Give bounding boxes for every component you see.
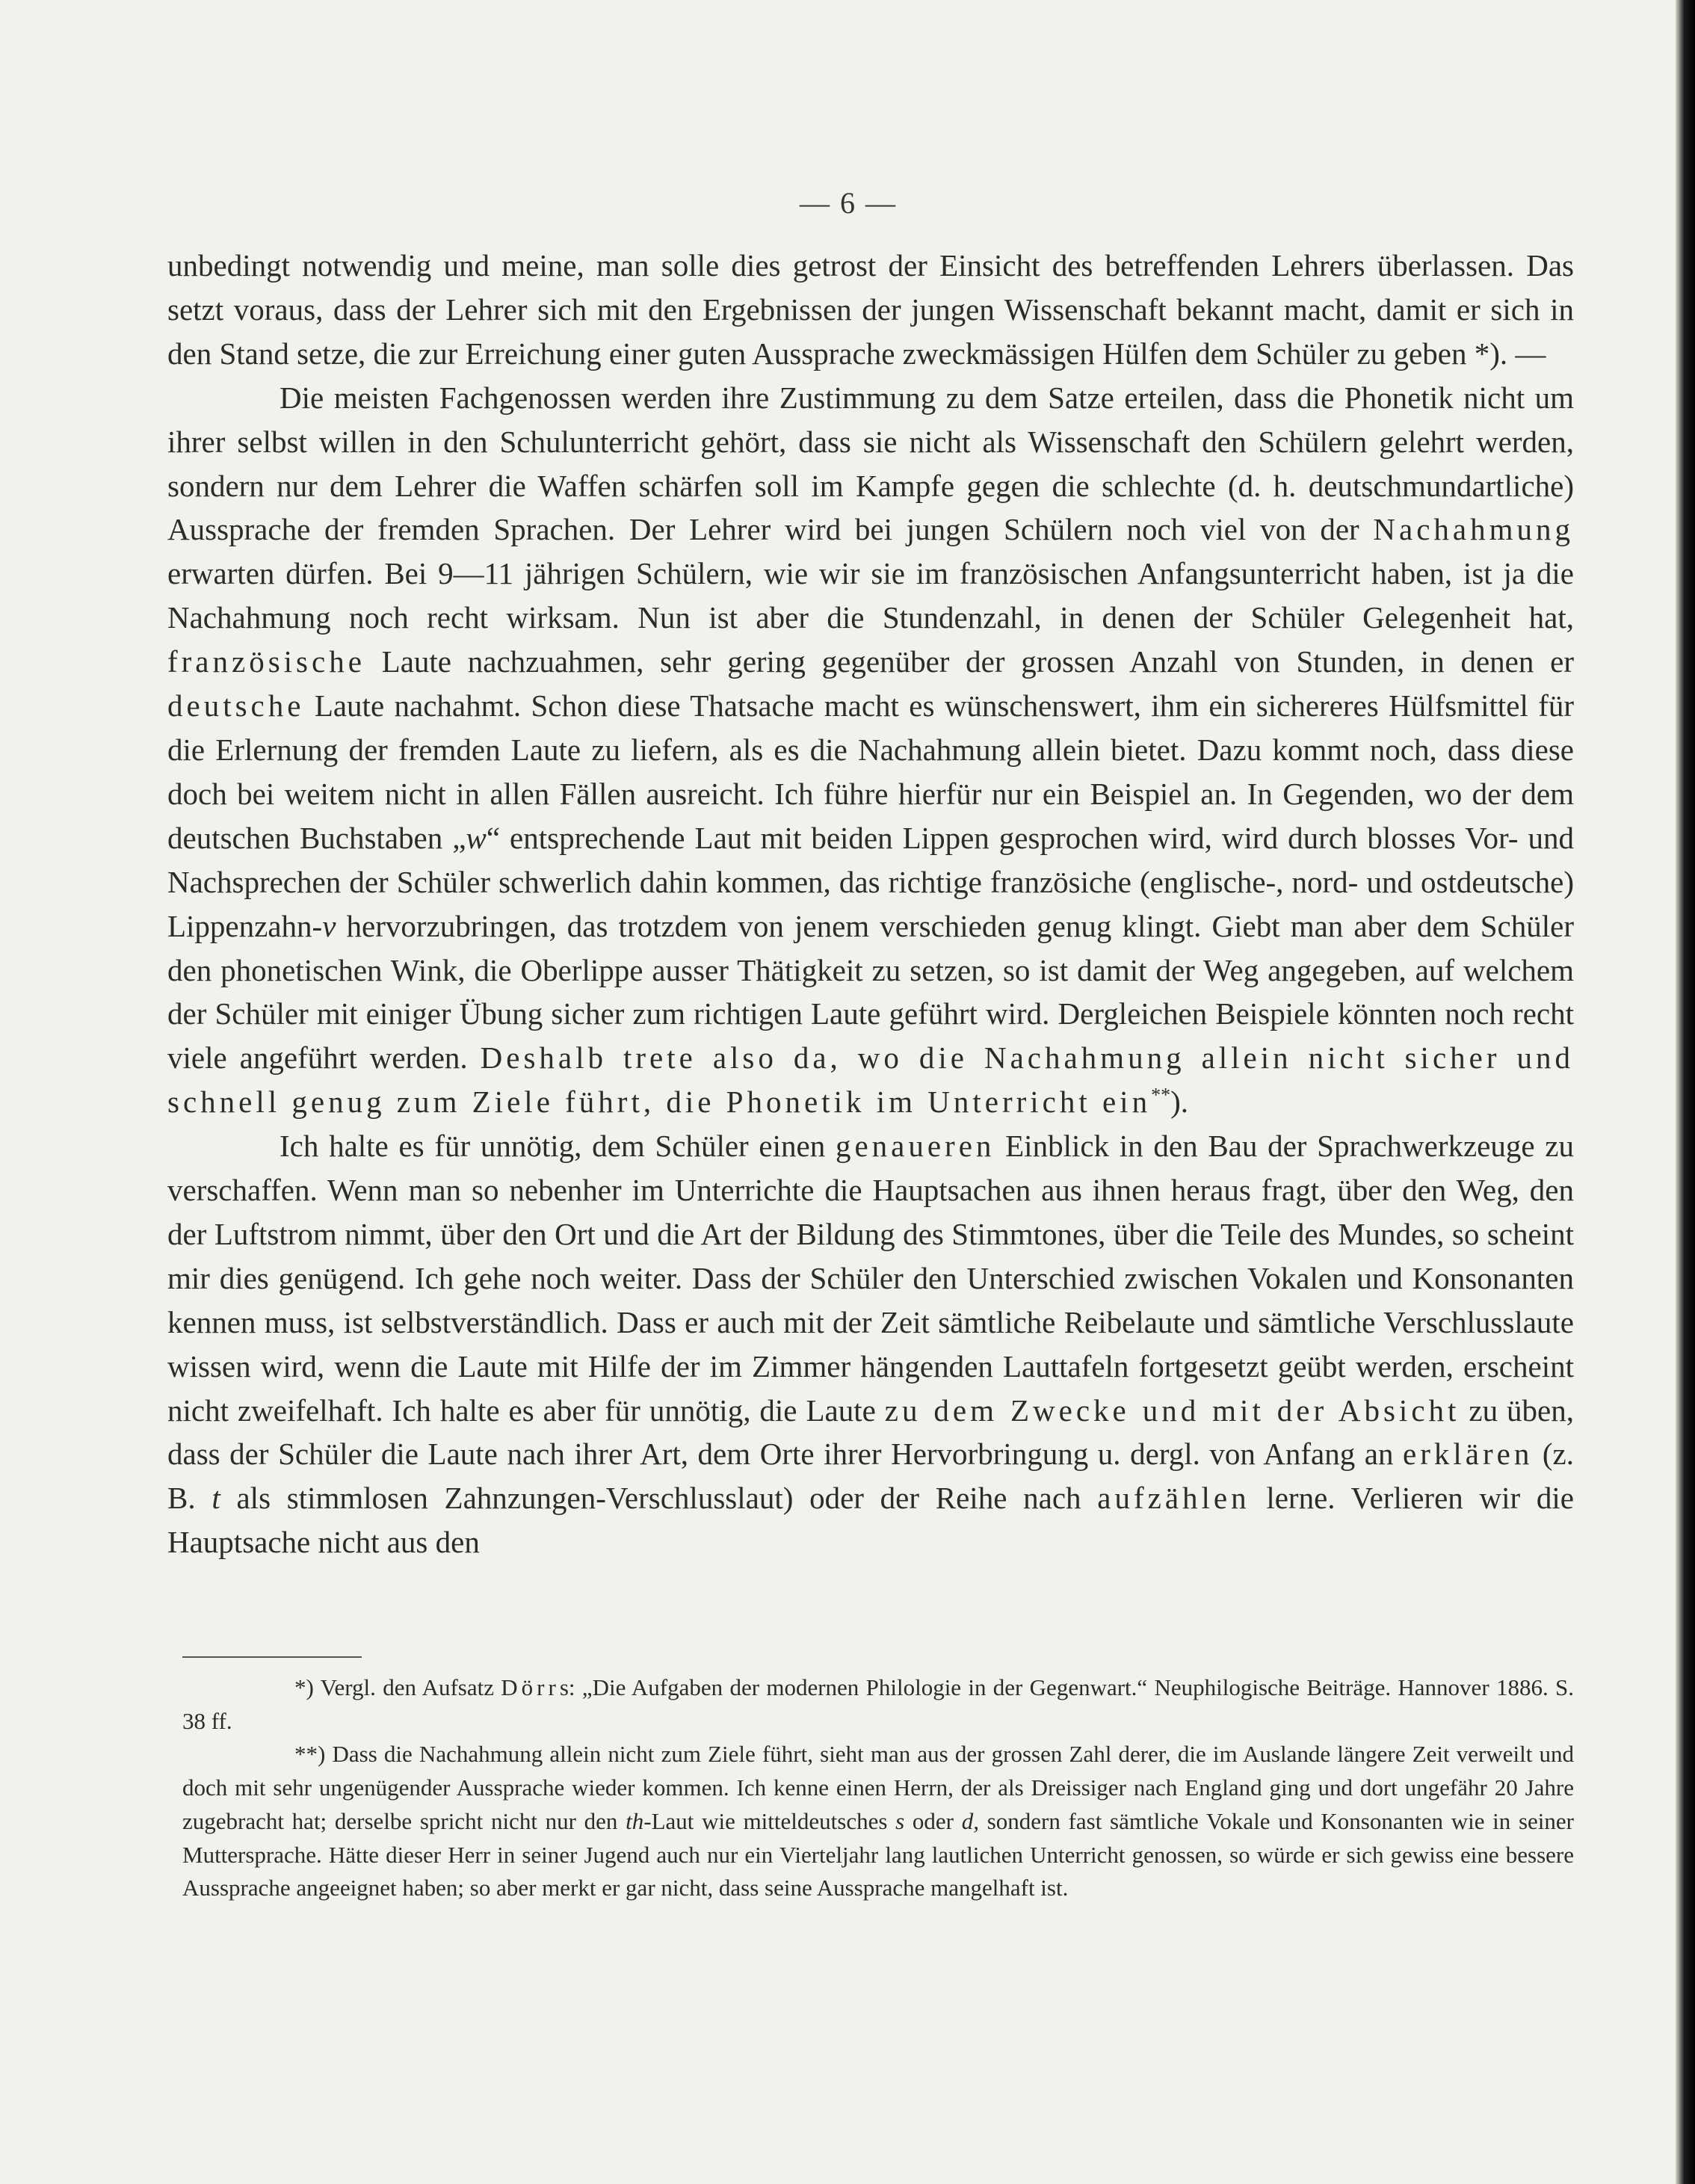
spaced-emphasis: französische [167, 644, 365, 679]
spaced-emphasis: genaueren [835, 1129, 995, 1164]
footnote-2: **) Dass die Nachahmung allein nicht zum Ziele führt, sieht man aus der grossen Zahl derer, die im Auslande längere Zeit verweilt und doch mit sehr ungenügender Aussprache wieder kommen. Ich kenne einen Herrn, der als Dreissiger nach England ging und dort ungefähr 20 Jahre zugebracht hat; derselbe spricht nicht nur den th-Laut wie mitteldeutsches s oder d, sondern fast sämtliche Vokale und Konsonanten wie in seiner Muttersprache. Hätte dieser Herr in seiner Jugend auch nur ein Vierteljahr lang lautlichen Unterricht genossen, so würde er sich gewiss eine bessere Aussprache angeeignet haben; so aber merkt er gar nicht, dass seine Aussprache mangelhaft ist. [182, 1741, 1575, 1901]
spaced-emphasis: deutsche [167, 688, 305, 724]
page-number: — 6 — [800, 186, 897, 220]
spaced-emphasis: zu dem Zwecke und mit der Absicht [884, 1392, 1460, 1428]
spaced-emphasis: aufzählen [1097, 1481, 1250, 1516]
body-text [167, 244, 1574, 1564]
footnote-1: *) Vergl. den Aufsatz Dörrs: „Die Aufgaben der modernen Philologie in der Gegenwart.“ Neuphilogische Beiträge. Hannover 1886. S. 38 ff. [182, 1674, 1574, 1734]
footnote-marker: ** [1151, 1084, 1171, 1106]
paragraph-3: Ich halte es für unnötig, dem Schüler einen genaueren Einblick in den Bau der Sprachwerkzeuge zu verschaffen. Wenn man so nebenher im Unterrichte die Hauptsachen aus ihnen heraus fragt, über den Weg, den der Luftstrom nimmt, über den Ort und die Art der Bildung des Stimmtones, über die Teile des Mundes, so scheint mir dies genügend. Ich gehe noch weiter. Dass der Schüler den Unterschied zwischen Vokalen und Konsonanten kennen muss, ist selbstverständlich. Dass er auch mit der Zeit sämtliche Reibelaute und sämtliche Verschlusslaute wissen wird, wenn die Laute mit Hilfe der im Zimmer hängenden Lauttafeln fortgesetzt geübt werden, erscheint nicht zweifelhaft. Ich halte es aber für unnötig, die Laute zu dem Zwecke und mit der Absicht zu üben, dass der Schüler die Laute nach ihrer Art, dem Orte ihrer Hervorbringung u. dergl. von Anfang an erklären (z. B. t als stimmlosen Zahnzungen-Verschlusslaut) oder der Reihe nach aufzählen lerne. Verlieren wir die Hauptsache nicht aus den [167, 1129, 1574, 1560]
footnotes [182, 1671, 1574, 1905]
footnote-divider [182, 1656, 362, 1658]
paragraph-1: unbedingt notwendig und meine, man solle dies getrost der Einsicht des betreffenden Lehrers überlassen. Das setzt voraus, dass der Lehrer sich mit den Ergebnissen der jungen Wissenschaft bekannt macht, damit er sich in den Stand setze, die zur Erreichung einer guten Aussprache zweckmässigen Hülfen dem Schüler zu geben *). — [167, 248, 1574, 371]
spaced-emphasis: Deshalb trete also da, wo die Nachahmung allein nicht sicher und schnell genug zum Ziele führt, die Phonetik im Unterricht ein [167, 1040, 1574, 1120]
spaced-emphasis: Nachahmung [1373, 512, 1574, 547]
page-edge-shadow [1676, 0, 1695, 2184]
spaced-emphasis: erklären [1403, 1437, 1534, 1472]
paragraph-2: Die meisten Fachgenossen werden ihre Zustimmung zu dem Satze erteilen, dass die Phonetik nicht um ihrer selbst willen in den Schulunterricht gehört, dass sie nicht als Wissenschaft den Schülern gelehrt werden, sondern nur dem Lehrer die Waffen schärfen soll im Kampfe gegen die schlechte (d. h. deutschmundartliche) Aussprache der fremden Sprachen. Der Lehrer wird bei jungen Schülern noch viel von der Nachahmung erwarten dürfen. Bei 9—11 jährigen Schülern, wie wir sie im französischen Anfangsunterricht haben, ist ja die Nachahmung noch recht wirksam. Nun ist aber die Stundenzahl, in denen der Schüler Gelegenheit hat, französische Laute nachzuahmen, sehr gering gegenüber der grossen Anzahl von Stunden, in denen er deutsche Laute nachahmt. Schon diese Thatsache macht es wünschenswert, ihm ein sichereres Hülfsmittel für die Erlernung der fremden Laute zu liefern, als es die Nachahmung allein bietet. Dazu kommt noch, dass diese doch bei weitem nicht in allen Fällen ausreicht. Ich führe hierfür nur ein Beispiel an. In Gegenden, wo der dem deutschen Buchstaben „w“ entsprechende Laut mit beiden Lippen gesprochen wird, wird durch blosses Vor- und Nachsprechen der Schüler schwerlich dahin kommen, das richtige französiche (englische-, nord- und ostdeutsche) Lippenzahn-v hervorzubringen, das trotzdem von jenem verschieden genug klingt. Giebt man aber dem Schüler den phonetischen Wink, die Oberlippe ausser Thätigkeit zu setzen, so ist damit der Weg angegeben, auf welchem der Schüler mit einiger Übung sicher zum richtigen Laute geführt wird. Dergleichen Beispiele könnten noch recht viele angeführt werden. Deshalb trete also da, wo die Nachahmung allein nicht sicher und schnell genug zum Ziele führt, die Phonetik im Unterricht ein**). [167, 380, 1574, 1120]
